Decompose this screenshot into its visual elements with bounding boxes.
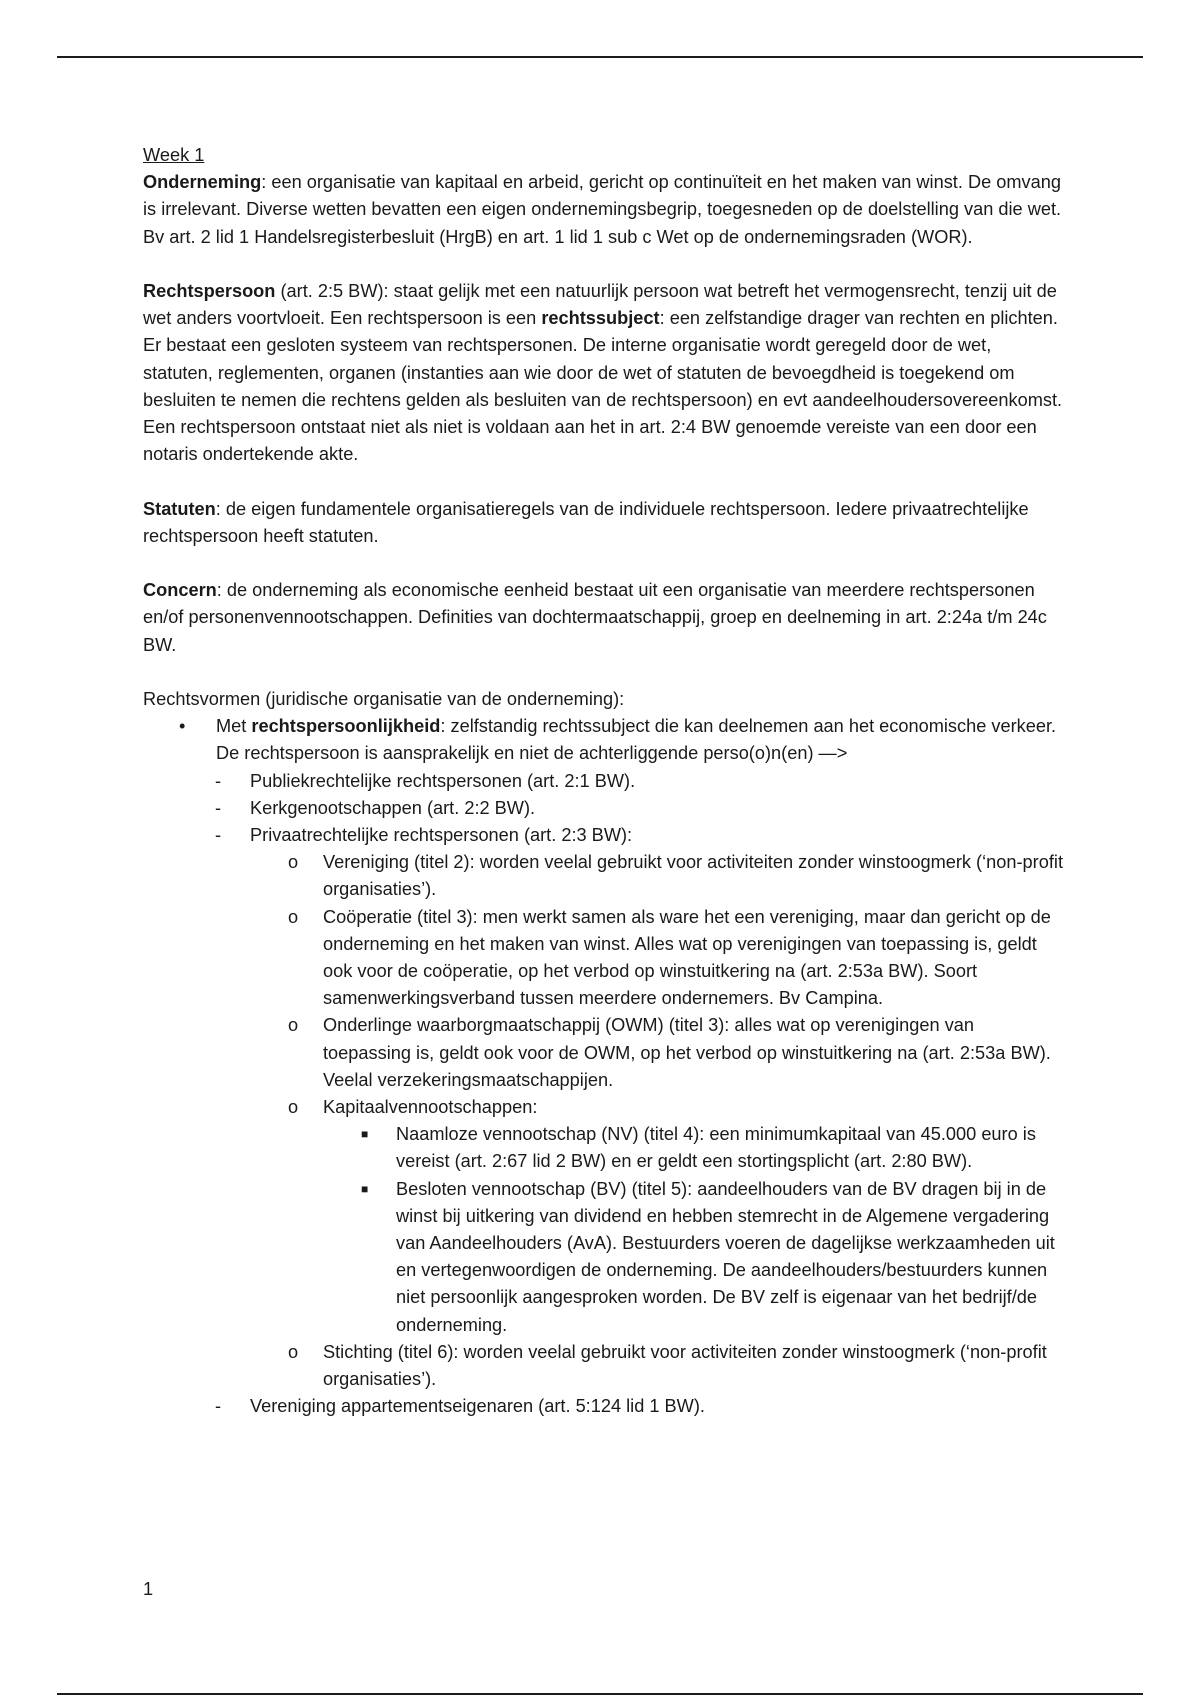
dash-marker: - [215, 825, 222, 846]
term-rechtssubject: rechtssubject [541, 308, 660, 329]
definition-rechtspersoon-part1: (art. 2:5 BW): staat gelijk met een natuurlijk persoon wat betreft het vermogensrecht, tenzij uit de wet anders voortvloeit. Een rechtspersoon is een [143, 281, 1057, 329]
circle-marker: o [288, 1097, 299, 1118]
list-item-kapitaalvennootschappen [143, 1094, 1063, 1121]
dash-marker: - [215, 1396, 222, 1417]
rechtsvormen-intro: Rechtsvormen (juridische organisatie van de onderneming): [143, 689, 625, 709]
list-item-text: Publiekrechtelijke rechtspersonen (art. 2:1 BW). [250, 770, 636, 791]
list-item-publiekrechtelijk [143, 768, 1063, 795]
dash-marker: - [215, 797, 222, 818]
definition-onderneming: : een organisatie van kapitaal en arbeid, gericht op continuïteit en het maken van winst. De omvang is irrelevant. Diverse wetten bevatten een eigen ondernemingsbegrip, toegesneden op de doelstelling van die wet. Bv art. 2 lid 1 Handelsregisterbesluit (HrgB) en art. 1 lid 1 sub c Wet op de ondernemingsraden (WOR). [143, 172, 1062, 247]
paragraph-rechtspersoon [143, 278, 1063, 468]
list-item-vereniging-appartementseigenaren [143, 1393, 1063, 1420]
paragraph-concern [143, 577, 1063, 659]
list-item-bv [143, 1176, 1063, 1339]
list-item-privaatrechtelijk [143, 822, 1063, 849]
list-item-cooperatie [143, 904, 1063, 1013]
page-title: Week 1 [143, 145, 205, 165]
list-item-text: Kerkgenootschappen (art. 2:2 BW). [250, 797, 536, 818]
paragraph-statuten [143, 496, 1063, 550]
list-item-stichting [143, 1339, 1063, 1393]
dash-marker: - [215, 770, 222, 791]
list-item-prefix: Met [216, 716, 252, 737]
list-item-text: Kapitaalvennootschappen: [323, 1097, 538, 1118]
term-onderneming: Onderneming [143, 172, 262, 193]
header-rule [57, 56, 1143, 58]
list-item-text: Naamloze vennootschap (NV) (titel 4): een minimumkapitaal van 45.000 euro is vereist (art. 2:67 lid 2 BW) en er geldt een stortingsplicht (art. 2:80 BW). [396, 1124, 1036, 1172]
list-item-text: Stichting (titel 6): worden veelal gebruikt voor activiteiten zonder winstoogmerk (‘non-profit organisaties’). [323, 1341, 1047, 1390]
circle-marker: o [288, 1341, 299, 1362]
term-rechtspersoon: Rechtspersoon [143, 281, 276, 301]
list-item-text: Coöperatie (titel 3): men werkt samen als ware het een vereniging, maar dan gericht op de onderneming en het maken van winst. Alles wat op verenigingen van toepassing is, geldt ook voor de coöperatie, op het verbod op winstuitkering na (art. 2:53a BW). Soort samenwerkingsverband tussen meerdere ondernemers. Bv Campina. [323, 906, 1051, 1009]
paragraph-onderneming [143, 169, 1063, 251]
list-item-text: Onderlinge waarborgmaatschappij (OWM) (titel 3): alles wat op verenigingen van toepassing is, geldt ook voor de OWM, op het verbod op winstuitkering na (art. 2:53a BW). Veelal verzekeringsmaatschappijen. [323, 1015, 1051, 1090]
document-body [143, 142, 1063, 1420]
list-item-rechtspersoonlijkheid [143, 713, 1063, 767]
list-item-nv [143, 1121, 1063, 1175]
definition-rechtspersoonlijkheid: : zelfstandig rechtssubject die kan deelnemen aan het economische verkeer. De rechtspersoon is aansprakelijk en niet de achterliggende perso(o)n(en) —> [216, 716, 1057, 764]
list-item-owm [143, 1012, 1063, 1094]
page-number: 1 [143, 1579, 154, 1599]
circle-marker: o [288, 906, 299, 927]
circle-marker: o [288, 852, 299, 873]
definition-statuten: : de eigen fundamentele organisatieregels van de individuele rechtspersoon. Iedere privaatrechtelijke rechtspersoon heeft statuten. [143, 498, 1029, 546]
square-marker: ■ [361, 1127, 369, 1142]
list-item-vereniging [143, 849, 1063, 903]
list-item-text: Privaatrechtelijke rechtspersonen (art. 2:3 BW): [250, 825, 633, 846]
list-item-kerkgenootschappen [143, 795, 1063, 822]
list-item-text: Besloten vennootschap (BV) (titel 5): aandeelhouders van de BV dragen bij in de winst bij uitkering van dividend en hebben stemrecht in de Algemene vergadering van Aandeelhouders (AvA). Bestuurders voeren de dagelijkse werkzaamheden uit en vertegenwoordigen de onderneming. De aandeelhouders/bestuurders kunnen niet persoonlijk aangesproken worden. De BV zelf is eigenaar van het bedrijf/de onderneming. [396, 1178, 1055, 1335]
term-statuten: Statuten [143, 498, 216, 519]
bullet-marker: • [179, 716, 186, 737]
definition-concern: : de onderneming als economische eenheid bestaat uit een organisatie van meerdere rechtspersonen en/of personenvennootschappen. Definities van dochtermaatschappij, groep en deelneming in art. 2:24a t/m 24c BW. [143, 580, 1047, 655]
term-concern: Concern [143, 580, 217, 601]
list-item-text: Vereniging appartementseigenaren (art. 5:124 lid 1 BW). [250, 1396, 705, 1417]
term-rechtspersoonlijkheid: rechtspersoonlijkheid [251, 716, 441, 737]
circle-marker: o [288, 1015, 299, 1036]
list-item-text: Vereniging (titel 2): worden veelal gebruikt voor activiteiten zonder winstoogmerk (‘non-profit organisaties’). [323, 852, 1063, 900]
definition-rechtspersoon-part2: : een zelfstandige drager van rechten en plichten. Er bestaat een gesloten systeem van rechtspersonen. De interne organisatie wordt geregeld door de wet, statuten, reglementen, organen (instanties aan wie door de wet of statuten de bevoegdheid is toegekend om besluiten te nemen die rechtens gelden als besluiten van de rechtspersoon) en evt aandeelhoudersovereenkomst. Een rechtspersoon ontstaat niet als niet is voldaan aan het in art. 2:4 BW genoemde vereiste van een door een notaris ondertekende akte. [143, 308, 1063, 465]
square-marker: ■ [361, 1181, 369, 1196]
footer-rule [57, 1693, 1143, 1695]
